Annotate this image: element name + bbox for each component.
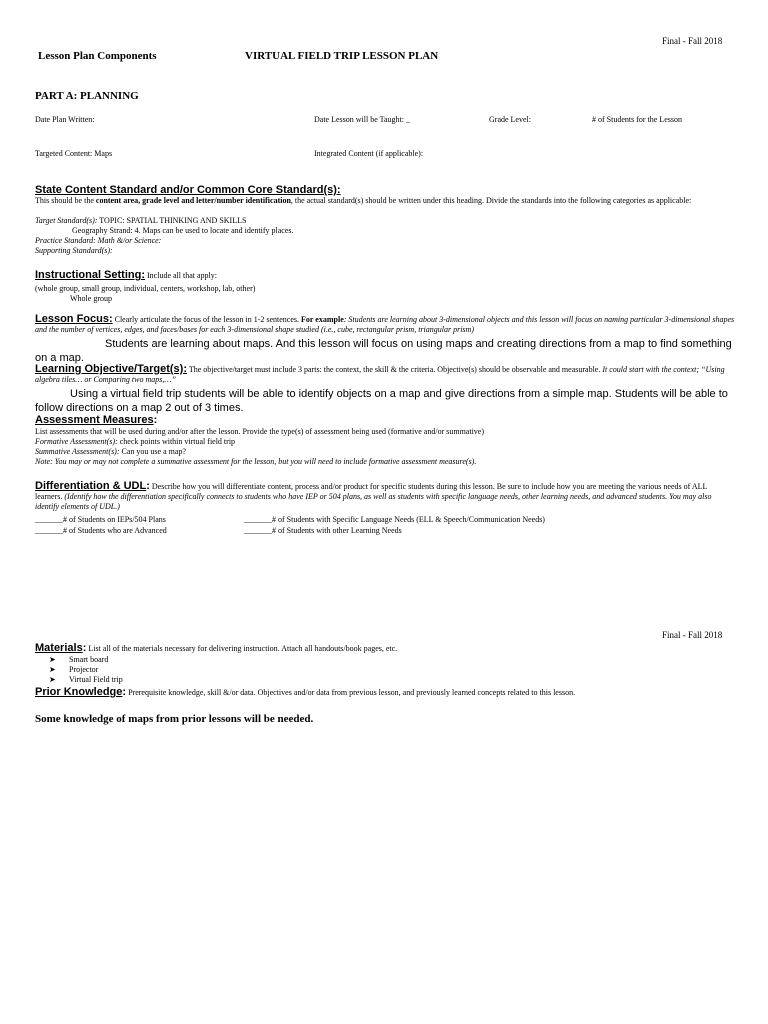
geography-strand: Geography Strand: 4. Maps can be used to locate and identify places. bbox=[72, 226, 294, 235]
assessment-note: Note: You may or may not complete a summative assessment for the lesson, but you will need to include formative assessment measure(s). bbox=[35, 457, 477, 466]
grade-level-field: Grade Level: bbox=[489, 115, 531, 124]
materials: Materials: List all of the materials necessary for delivering instruction. Attach all handouts/book pages, etc. bbox=[35, 642, 398, 654]
instructional-setting: Instructional Setting: Include all that apply: bbox=[35, 269, 217, 281]
differentiation: Differentiation & UDL: Describe how you will differentiate content, process and/or product for specific students during this lesson. Be sure to include how you are meeting the various needs of ALL learners. (Identify how the differentiation specifically connects to students who have IEP or 504 plans, as well as students with specific language needs, other learning needs, and advanced students. You may also identify elements of UDL.) bbox=[35, 480, 712, 511]
target-standard: Target Standard(s): TOPIC: SPATIAL THINKING AND SKILLS bbox=[35, 216, 247, 225]
instructional-options: (whole group, small group, individual, centers, workshop, lab, other) bbox=[35, 284, 256, 293]
arrowhead-bullet-icon: ➤ bbox=[49, 665, 56, 674]
lesson-focus-value: Students are learning about maps. And this lesson will focus on using maps and creating directions from a map to find something on a map. bbox=[35, 338, 732, 364]
list-item: ➤ Projector bbox=[49, 665, 99, 674]
components-label: Lesson Plan Components bbox=[38, 50, 157, 62]
targeted-content-field: Targeted Content: Maps bbox=[35, 149, 113, 158]
standards-heading: State Content Standard and/or Common Core Standard(s): bbox=[35, 184, 341, 196]
prior-knowledge: Prior Knowledge: Prerequisite knowledge, skill &/or data. Objectives and/or data from previous lesson, and previously learned concepts related to this lesson. bbox=[35, 686, 576, 698]
instructional-value: Whole group bbox=[70, 294, 112, 303]
prior-knowledge-value: Some knowledge of maps from prior lessons will be needed. bbox=[35, 713, 314, 725]
assessment-heading: Assessment Measures: bbox=[35, 414, 158, 426]
standards-description: This should be the content area, grade level and letter/number identification, the actual standard(s) should be written under this heading. Divide the standards into the following categories as applicable: bbox=[35, 196, 692, 205]
language-needs-field: _______# of Students with Specific Language Needs (ELL & Speech/Communication Needs) bbox=[244, 515, 545, 524]
part-a-heading: PART A: PLANNING bbox=[35, 90, 139, 102]
advanced-students-field: _______# of Students who are Advanced bbox=[35, 526, 167, 535]
assessment-description: List assessments that will be used during and/or after the lesson. Provide the type(s) of assessment being used (formative and/or summative) bbox=[35, 427, 485, 436]
list-item: ➤ Virtual Field trip bbox=[49, 675, 123, 684]
page-title: VIRTUAL FIELD TRIP LESSON PLAN bbox=[245, 50, 439, 62]
version-label-2: Final - Fall 2018 bbox=[662, 630, 723, 640]
supporting-standard: Supporting Standard(s): bbox=[35, 246, 113, 255]
lesson-focus: Lesson Focus: Clearly articulate the focus of the lesson in 1-2 sentences. For example: Students are learning about 3-dimensional objects and this lesson will focus on naming particular 3-dimensional shapes and the number of vertices, edges, and faces/bases for each 3-dimensional shape studied (i.e., cube, rectangular prism, triangular prism) bbox=[35, 313, 735, 334]
materials-list bbox=[35, 655, 123, 685]
arrowhead-bullet-icon: ➤ bbox=[49, 655, 56, 664]
date-taught-field: Date Lesson will be Taught: _ bbox=[314, 115, 410, 124]
learning-objective: Learning Objective/Target(s): The objective/target must include 3 parts: the context, the skill & the criteria. Objective(s) should be observable and measurable. It could start with the context; “Using algebra tiles… or Comparing two maps,…” bbox=[35, 363, 725, 384]
learning-objective-value: Using a virtual field trip students will be able to identify objects on a map and give directions from a simple map. Students will be able to follow directions on a map 2 out of 3 times. bbox=[35, 388, 728, 414]
integrated-content-field: Integrated Content (if applicable): bbox=[314, 149, 424, 158]
iep-students-field: _______# of Students on IEPs/504 Plans bbox=[35, 515, 166, 524]
version-label: Final - Fall 2018 bbox=[662, 36, 723, 46]
list-item: ➤ Smart board bbox=[49, 655, 109, 664]
formative-assessment: Formative Assessment(s): check points within virtual field trip bbox=[35, 437, 236, 446]
other-needs-field: _______# of Students with other Learning Needs bbox=[244, 526, 402, 535]
date-written-field: Date Plan Written: bbox=[35, 115, 95, 124]
summative-assessment: Summative Assessment(s): Can you use a map? bbox=[35, 447, 186, 456]
practice-standard: Practice Standard: Math &/or Science: bbox=[35, 236, 162, 245]
num-students-field: # of Students for the Lesson bbox=[592, 115, 682, 124]
arrowhead-bullet-icon: ➤ bbox=[49, 675, 56, 684]
